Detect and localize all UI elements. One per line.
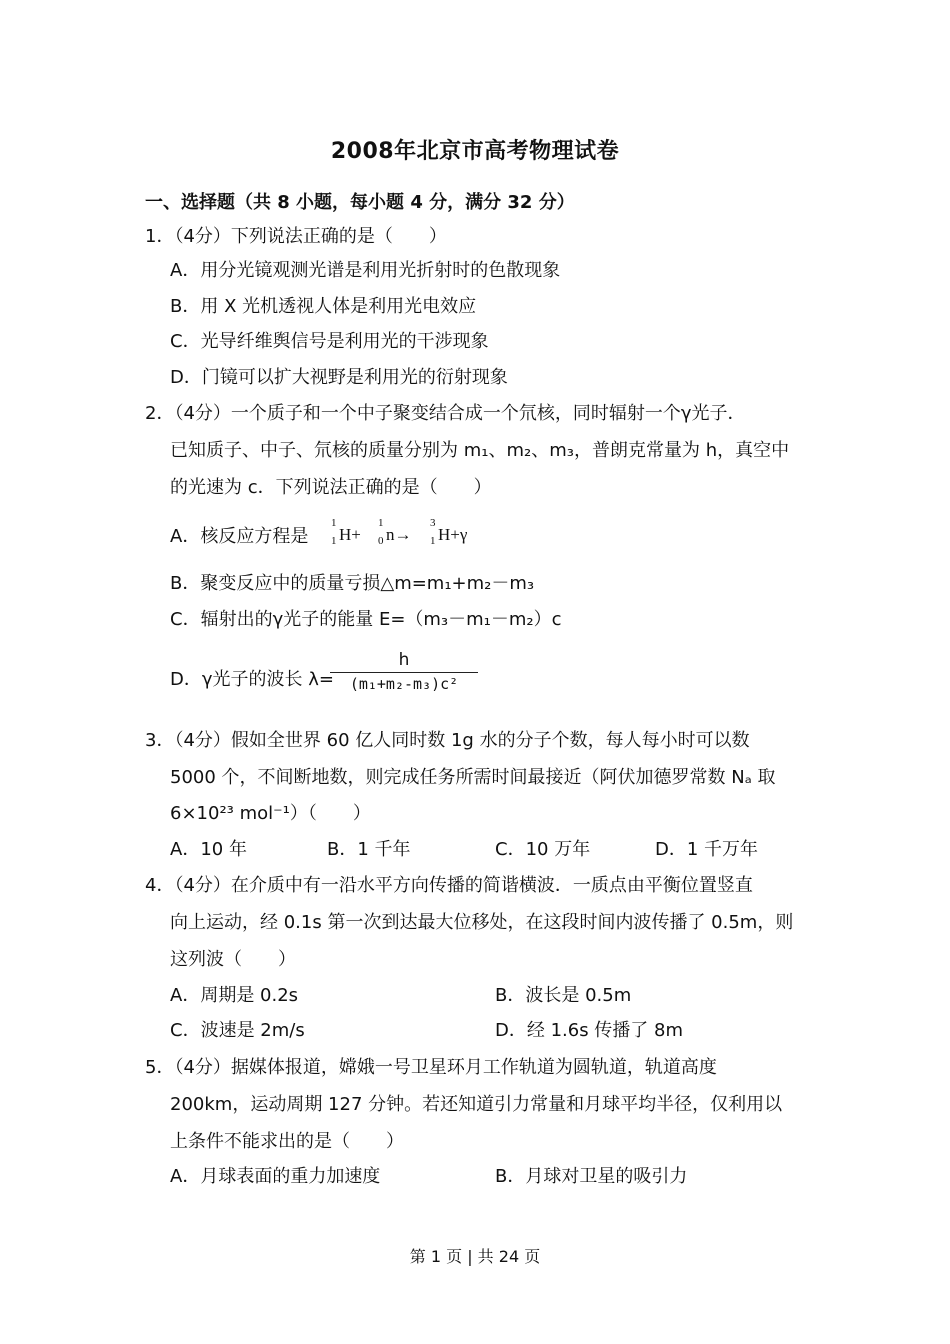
- q2-option-d-prefix: D．γ光子的波长 λ=: [170, 669, 334, 690]
- section-heading: 一、选择题（共 8 小题，每小题 4 分，满分 32 分）: [145, 192, 575, 213]
- q2-option-c: C．辐射出的γ光子的能量 E=（m₃－m₁－m₂）c: [170, 609, 562, 630]
- q2-stem-line3: 的光速为 c．下列说法正确的是（ ）: [170, 477, 492, 498]
- q4-option-c: C．波速是 2m/s: [170, 1020, 305, 1041]
- q4-stem-line2: 向上运动，经 0.1s 第一次到达最大位移处，在这段时间内波传播了 0.5m，则: [170, 912, 794, 933]
- page-footer: 第 1 页 | 共 24 页: [409, 1247, 541, 1266]
- q2-option-a-prefix: A．核反应方程是: [170, 526, 309, 547]
- q4-option-a: A．周期是 0.2s: [170, 985, 299, 1006]
- nuclide-symbol: n→: [386, 525, 412, 544]
- q5-option-b: B．月球对卫星的吸引力: [495, 1166, 688, 1187]
- q2-wavelength-fraction: [330, 650, 478, 693]
- q5-stem-line1: 5．（4分）据媒体报道，嫦娥一号卫星环月工作轨道为圆轨道，轨道高度: [145, 1057, 717, 1078]
- q5-option-a: A．月球表面的重力加速度: [170, 1166, 381, 1187]
- mass-number: 3: [430, 517, 436, 529]
- charge-number: 1: [430, 535, 436, 547]
- q2-stem-line2: 已知质子、中子、氘核的质量分别为 m₁、m₂、m₃，普朗克常量为 h，真空中: [170, 440, 790, 461]
- q4-stem-line3: 这列波（ ）: [170, 949, 296, 970]
- q1-option-d: D．门镜可以扩大视野是利用光的衍射现象: [170, 367, 508, 388]
- q4-option-b: B．波长是 0.5m: [495, 985, 632, 1006]
- q1-option-b: B．用 X 光机透视人体是利用光电效应: [170, 296, 477, 317]
- charge-number: 0: [378, 535, 384, 547]
- q3-option-d: D．1 千万年: [655, 839, 759, 860]
- q1-option-c: C．光导纤维舆信号是利用光的干涉现象: [170, 331, 489, 352]
- q4-stem-line1: 4．（4分）在介质中有一沿水平方向传播的简谐横波．一质点由平衡位置竖直: [145, 875, 753, 896]
- q3-stem-line3: 6×10²³ mol⁻¹）（ ）: [170, 803, 371, 824]
- fraction-denominator: (m₁+m₂-m₃)c²: [349, 675, 459, 693]
- q1-option-a: A．用分光镜观测光谱是利用光折射时的色散现象: [170, 260, 561, 281]
- nuclide-symbol: H+γ: [438, 525, 468, 544]
- nuclide-symbol: H+: [339, 525, 361, 544]
- q2-option-b: B．聚变反应中的质量亏损△m=m₁+m₂－m₃: [170, 573, 535, 594]
- charge-number: 1: [331, 535, 337, 547]
- mass-number: 1: [331, 517, 337, 529]
- q5-stem-line2: 200km，运动周期 127 分钟。若还知道引力常量和月球平均半径，仅利用以: [170, 1094, 783, 1115]
- q3-option-c: C．10 万年: [495, 839, 591, 860]
- fraction-numerator: h: [398, 650, 410, 670]
- q4-option-d: D．经 1.6s 传播了 8m: [495, 1020, 684, 1041]
- q1-stem: 1．（4分）下列说法正确的是（ ）: [145, 226, 447, 247]
- page-title: 2008年北京市高考物理试卷: [330, 139, 620, 164]
- q3-option-b: B．1 千年: [327, 839, 411, 860]
- q2-stem-line1: 2．（4分）一个质子和一个中子聚变结合成一个氘核，同时辐射一个γ光子．: [145, 403, 746, 424]
- q3-option-a: A．10 年: [170, 839, 247, 860]
- q5-stem-line3: 上条件不能求出的是（ ）: [170, 1131, 404, 1152]
- mass-number: 1: [378, 517, 384, 529]
- q3-stem-line1: 3．（4分）假如全世界 60 亿人同时数 1g 水的分子个数，每人每小时可以数: [145, 730, 750, 751]
- q3-stem-line2: 5000 个，不间断地数，则完成任务所需时间最接近（阿伏加德罗常数 Nₐ 取: [170, 767, 776, 788]
